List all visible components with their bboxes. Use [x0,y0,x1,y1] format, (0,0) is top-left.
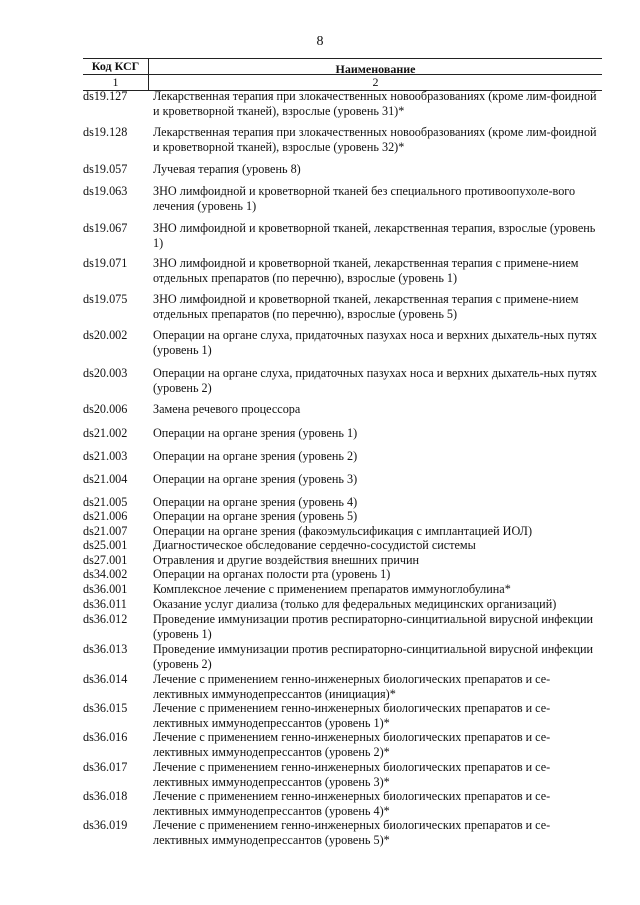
row-code: ds36.012 [83,612,128,626]
row-code: ds19.128 [83,125,128,139]
ksg-table [83,58,602,847]
row-name: Проведение иммунизации против респираторно-синцитиальной вирусной инфекции (уровень 2) [153,642,594,671]
row-code: ds36.019 [83,818,128,832]
row-code: ds36.016 [83,730,128,744]
row-name: Лечение с применением генно-инженерных биологических препаратов и се-лективных иммунодепрессантов (уровень 1)* [153,701,551,730]
row-code: ds36.017 [83,760,128,774]
row-code: ds20.002 [83,328,128,342]
row-name: Операции на органе зрения (уровень 3) [153,472,358,486]
row-code: ds19.067 [83,221,128,235]
row-name: Лекарственная терапия при злокачественных новообразованиях (кроме лим-фоидной и кроветворной тканей), взрослые (уровень 32)* [153,125,597,154]
page-number: 8 [316,34,324,49]
row-name: Операции на органе слуха, придаточных пазухах носа и верхних дыхатель-ных путях (уровень 2) [153,366,597,395]
row-name: Лучевая терапия (уровень 8) [153,162,301,176]
row-code: ds36.013 [83,642,128,656]
row-name: ЗНО лимфоидной и кроветворной тканей без специального противоопухоле-вого лечения (уровень 1) [153,184,576,213]
row-code: ds21.007 [83,524,128,538]
row-code: ds21.002 [83,426,128,440]
row-code: ds36.011 [83,597,127,611]
header-column-number-1: 1 [112,75,119,89]
row-name: Операции на органе зрения (уровень 2) [153,449,358,463]
row-name: Диагностическое обследование сердечно-сосудистой системы [153,538,476,552]
row-code: ds34.002 [83,567,128,581]
header-name: Наименование [335,62,416,76]
row-name: Лечение с применением генно-инженерных биологических препаратов и се-лективных иммунодепрессантов (уровень 4)* [153,789,551,818]
row-code: ds20.006 [83,402,128,416]
row-name: ЗНО лимфоидной и кроветворной тканей, лекарственная терапия, взрослые (уровень 1) [153,221,596,250]
row-code: ds20.003 [83,366,128,380]
header-code: Код КСГ [91,59,140,73]
row-code: ds25.001 [83,538,128,552]
row-code: ds19.075 [83,292,128,306]
row-code: ds21.004 [83,472,128,486]
row-name: Замена речевого процессора [153,402,301,416]
row-name: ЗНО лимфоидной и кроветворной тканей, лекарственная терапия с примене-нием отдельных препаратов (по перечню), взрослые (уровень 1) [153,256,579,285]
row-name: Проведение иммунизации против респираторно-синцитиальной вирусной инфекции (уровень 1) [153,612,594,641]
row-name: Операции на органе зрения (уровень 5) [153,509,358,523]
row-name: Операции на органе зрения (факоэмульсификация с имплантацией ИОЛ) [153,524,533,538]
row-code: ds21.005 [83,495,128,509]
row-code: ds19.071 [83,256,128,270]
row-code: ds36.015 [83,701,128,715]
row-name: Операции на органе зрения (уровень 1) [153,426,358,440]
row-code: ds19.063 [83,184,128,198]
row-code: ds27.001 [83,553,128,567]
row-code: ds19.127 [83,89,128,103]
table-header [83,58,602,91]
row-name: ЗНО лимфоидной и кроветворной тканей, лекарственная терапия с примене-нием отдельных препаратов (по перечню), взрослые (уровень 5) [153,292,579,321]
row-name: Комплексное лечение с применением препаратов иммуноглобулина* [153,582,511,596]
row-name: Лечение с применением генно-инженерных биологических препаратов и се-лективных иммунодепрессантов (уровень 3)* [153,760,551,789]
row-name: Лечение с применением генно-инженерных биологических препаратов и се-лективных иммунодепрессантов (инициация)* [153,672,551,701]
row-name: Оказание услуг диализа (только для федеральных медицинских организаций) [153,597,557,611]
row-name: Лекарственная терапия при злокачественных новообразованиях (кроме лим-фоидной и кроветворной тканей), взрослые (уровень 31)* [153,89,597,118]
row-code: ds36.018 [83,789,128,803]
row-code: ds19.057 [83,162,128,176]
row-code: ds36.014 [83,672,128,686]
row-code: ds21.006 [83,509,128,523]
row-name: Отравления и другие воздействия внешних причин [153,553,420,567]
row-name: Операции на органе зрения (уровень 4) [153,495,358,509]
row-code: ds21.003 [83,449,128,463]
row-name: Операции на органах полости рта (уровень 1) [153,567,391,581]
header-column-number-2: 2 [372,75,379,89]
row-name: Лечение с применением генно-инженерных биологических препаратов и се-лективных иммунодепрессантов (уровень 2)* [153,730,551,759]
row-name: Операции на органе слуха, придаточных пазухах носа и верхних дыхатель-ных путях (уровень 1) [153,328,597,357]
row-name: Лечение с применением генно-инженерных биологических препаратов и се-лективных иммунодепрессантов (уровень 5)* [153,818,551,847]
row-code: ds36.001 [83,582,128,596]
